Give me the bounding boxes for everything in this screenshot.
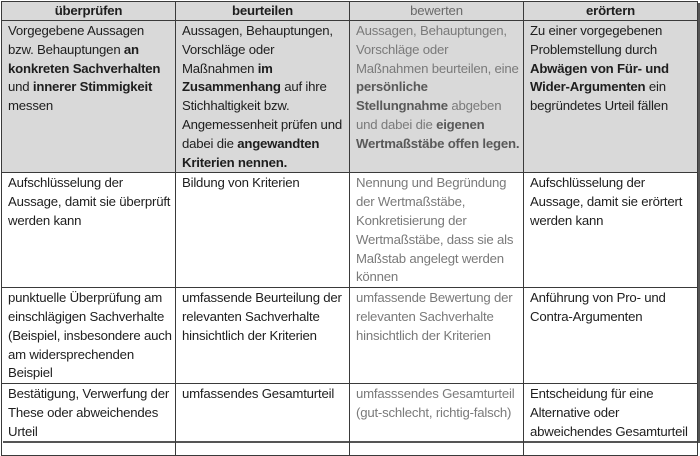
cell: Aufschlüsselung der Aussage, damit sie überprüft werden kann [2, 173, 176, 288]
cell: Bestätigung, Verwerfung der These oder abweichendes Urteil [2, 384, 176, 456]
table-row-step-1 [2, 173, 698, 288]
cell: Bildung von Kriterien [176, 173, 350, 288]
cell: Nennung und Begründung der Wertmaßstäbe, Konkretisierung der Wertmaßstäbe, dass sie als Maßstab angelegt werden können [350, 173, 524, 288]
cell: punktuelle Überprüfung am einschlägigen Sachverhalte (Beispiel, insbesondere auch am widersprechenden Beispiel [2, 288, 176, 384]
cell: Aufschlüsselung der Aussage, damit sie erörtert werden kann [524, 173, 698, 288]
cell: umfassende Beurteilung der relevanten Sachverhalte hinsichtlich der Kriterien [176, 288, 350, 384]
header-beurteilen: beurteilen [176, 2, 350, 21]
table-row-definition [2, 21, 698, 173]
cell: umfassendes Gesamturteil [176, 384, 350, 456]
header-ueberpruefen: überprüfen [2, 2, 176, 21]
cell: Aussagen, Behauptungen, Vorschläge oder Maßnahmen im Zusammenhang auf ihre Stichhaltigkeit bzw. Angemessenheit prüfen und dabei die angewandten Kriterien nennen. [176, 21, 350, 173]
cell: Vorgegebene Aussagen bzw. Behauptungen an konkreten Sachverhalten und innerer Stimmigkeit messen [2, 21, 176, 173]
header-eroertern: erörtern [524, 2, 698, 21]
cell: Zu einer vorgegebenen Problemstellung durch Abwägen von Für- und Wider-Argumenten ein begründetes Urteil fällen [524, 21, 698, 173]
cell: Entscheidung für eine Alternative oder abweichendes Gesamturteil [524, 384, 698, 456]
table-row-step-2 [2, 288, 698, 384]
header-row [2, 2, 698, 21]
cell: umfasssendes Gesamturteil (gut-schlecht, richtig-falsch) [350, 384, 524, 456]
cell: Aussagen, Behauptungen, Vorschläge oder Maßnahmen beurteilen, eine persönliche Stellungnahme abgeben und dabei die eigenen Wertmaßstäbe offen legen. [350, 21, 524, 173]
header-bewerten: bewerten [350, 2, 524, 21]
cell: Anführung von Pro- und Contra-Argumenten [524, 288, 698, 384]
cell: umfassende Bewertung der relevanten Sachverhalte hinsichtlich der Kriterien [350, 288, 524, 384]
comparison-table-container [1, 1, 698, 441]
operator-comparison-table [1, 1, 698, 456]
